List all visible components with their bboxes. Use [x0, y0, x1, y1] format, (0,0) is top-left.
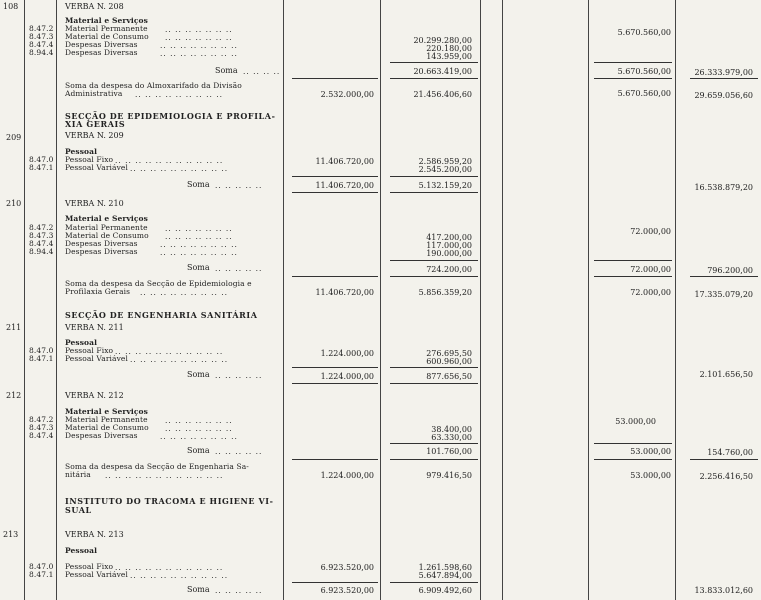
sum-rule — [390, 176, 478, 177]
expense-summary-label: Administrativa — [65, 89, 123, 98]
account-code: 8.47.4 — [29, 431, 54, 440]
line-label: Pessoal Variável — [65, 354, 128, 363]
verba-heading: VERBA N. 213 — [65, 530, 124, 539]
line-label: Pessoal Fixo — [65, 562, 114, 571]
expense-amount: 53.000,00 — [630, 471, 671, 480]
account-code: 8.47.4 — [29, 239, 54, 248]
leader-dots: .. .. .. .. .. .. .. .. .. .. — [130, 164, 229, 173]
sum-rule — [690, 78, 758, 79]
account-code: 8.47.2 — [29, 223, 54, 232]
leader-dots: .. .. .. .. .. .. .. .. .. — [135, 90, 223, 99]
group-heading: Material e Serviços — [65, 407, 148, 416]
leader-dots: .. .. .. .. .. .. .. — [165, 424, 233, 433]
section-title: SECÇÃO DE EPIDEMIOLOGIA E PROFILA- — [65, 111, 276, 121]
line-label: Material de Consumo — [65, 231, 149, 240]
amount: 6.923.520,00 — [320, 563, 374, 572]
amount: 117.000,00 — [426, 241, 472, 250]
sum-rule — [292, 383, 378, 384]
leader-dots: .. .. .. .. .. .. .. .. .. .. — [130, 355, 229, 364]
line-label: Despesas Diversas — [65, 48, 138, 57]
sum-amount: 6.923.520,00 — [320, 586, 374, 595]
account-code: 8.47.2 — [29, 24, 54, 33]
line-label: Material Permanente — [65, 415, 148, 424]
sum-rule — [292, 192, 378, 193]
sum-rule — [390, 260, 478, 261]
item-number: 211 — [6, 323, 22, 332]
amount: 220.180,00 — [426, 44, 472, 53]
sum-total: 16.538.879,20 — [694, 183, 753, 192]
line-label: Material Permanente — [65, 223, 148, 232]
account-code: 8.47.2 — [29, 415, 54, 424]
amount: 72.000,00 — [630, 227, 671, 236]
expense-amount: 11.406.720,00 — [315, 288, 374, 297]
sum-rule — [690, 276, 758, 277]
sum-rule — [292, 459, 378, 460]
sum-rule — [390, 383, 478, 384]
sum-rule — [292, 78, 378, 79]
sum-label: Soma — [215, 66, 238, 75]
sum-label: Soma — [187, 370, 210, 379]
leader-dots: .. .. .. .. .. .. .. .. — [160, 49, 238, 58]
sum-rule — [594, 276, 672, 277]
expense-amount: 5.856.359,20 — [418, 288, 472, 297]
column-rule — [480, 0, 481, 600]
expense-amount: 2.532.000,00 — [320, 90, 374, 99]
line-label: Despesas Diversas — [65, 247, 138, 256]
sum-rule — [390, 78, 478, 79]
account-code: 8.94.4 — [29, 247, 54, 256]
column-rule — [24, 0, 25, 600]
section-title: INSTITUTO DO TRACOMA E HIGIENE VI- — [65, 496, 274, 506]
sum-rule — [292, 176, 378, 177]
amount: 276.695,50 — [426, 349, 472, 358]
amount: 600.960,00 — [426, 357, 472, 366]
sum-rule — [594, 78, 672, 79]
amount: 143.959,00 — [426, 52, 472, 61]
sum-rule — [594, 62, 672, 63]
expense-amount: 72.000,00 — [630, 288, 671, 297]
sum-rule — [594, 459, 672, 460]
line-label: Material de Consumo — [65, 32, 149, 41]
sum-rule — [390, 62, 478, 63]
account-code: 8.47.1 — [29, 570, 54, 579]
account-code: 8.47.1 — [29, 163, 54, 172]
expense-amount: 21.456.406,60 — [413, 90, 472, 99]
sum-total: 13.833.012,60 — [694, 586, 753, 595]
leader-dots: .. .. .. .. .. .. .. — [165, 416, 233, 425]
line-label: Despesas Diversas — [65, 40, 138, 49]
account-code: 8.47.3 — [29, 231, 54, 240]
item-number: 213 — [3, 530, 19, 539]
verba-heading: VERBA N. 211 — [65, 323, 124, 332]
expense-amount: 1.224.000,00 — [320, 471, 374, 480]
expense-amount: 979.416,50 — [426, 471, 472, 480]
group-heading: Material e Serviços — [65, 16, 148, 25]
expense-summary-label: Soma da despesa do Almoxarifado da Divisão — [65, 81, 242, 90]
amount: 2.545.200,00 — [418, 165, 472, 174]
verba-heading: VERBA N. 212 — [65, 391, 124, 400]
sum-total: 26.333.979,00 — [694, 68, 753, 77]
leader-dots: .. .. .. .. .. .. .. .. — [160, 41, 238, 50]
expense-total: 17.335.079,20 — [694, 290, 753, 299]
leader-dots: .. .. .. .. .. — [215, 181, 263, 190]
column-rule — [675, 0, 676, 600]
sum-rule — [390, 459, 478, 460]
sum-amount: 724.200,00 — [426, 265, 472, 274]
column-rule — [56, 0, 57, 600]
leader-dots: .. .. .. .. .. .. .. — [165, 232, 233, 241]
group-heading: Pessoal — [65, 147, 98, 156]
account-code: 8.47.0 — [29, 346, 54, 355]
amount: 38.400,00 — [431, 425, 472, 434]
expense-total: 2.256.416,50 — [699, 472, 753, 481]
expense-amount: 5.670.560,00 — [617, 89, 671, 98]
sum-rule — [390, 276, 478, 277]
account-code: 8.47.3 — [29, 32, 54, 41]
sum-rule — [594, 443, 672, 444]
group-heading: Material e Serviços — [65, 214, 148, 223]
leader-dots: .. .. .. .. .. .. .. — [165, 25, 233, 34]
sum-rule — [390, 443, 478, 444]
item-number: 108 — [3, 2, 19, 11]
account-code: 8.47.3 — [29, 423, 54, 432]
section-title: SECÇÃO DE ENGENHARIA SANITÁRIA — [65, 310, 258, 320]
section-title: SUAL — [65, 505, 92, 515]
line-label: Pessoal Fixo — [65, 346, 114, 355]
sum-amount: 72.000,00 — [630, 265, 671, 274]
section-title: XIA GERAIS — [65, 119, 126, 129]
sum-label: Soma — [187, 180, 210, 189]
sum-total: 2.101.656,50 — [699, 370, 753, 379]
amount: 63.330,00 — [431, 433, 472, 442]
line-label: Pessoal Fixo — [65, 155, 114, 164]
leader-dots: .. .. .. .. .. .. .. .. .. .. .. — [115, 563, 224, 572]
sum-label: Soma — [187, 585, 210, 594]
leader-dots: .. .. .. .. .. .. .. .. .. .. — [130, 571, 229, 580]
leader-dots: .. .. .. .. .. .. .. — [165, 33, 233, 42]
sum-rule — [390, 192, 478, 193]
sum-rule — [690, 459, 758, 460]
expense-summary-label: Soma da despesa da Secção de Epidemiologia e — [65, 279, 252, 288]
expense-summary-label: nitária — [65, 470, 91, 479]
line-label: Pessoal Variável — [65, 163, 128, 172]
amount: 5.647.894,00 — [418, 571, 472, 580]
account-code: 8.47.0 — [29, 155, 54, 164]
sum-amount: 53.000,00 — [630, 447, 671, 456]
sum-label: Soma — [187, 263, 210, 272]
leader-dots: .. .. .. .. .. .. .. .. — [160, 240, 238, 249]
account-code: 8.47.1 — [29, 354, 54, 363]
sum-rule — [292, 582, 378, 583]
amount: 417.200,00 — [426, 233, 472, 242]
sum-rule — [292, 276, 378, 277]
leader-dots: .. .. .. .. — [243, 67, 281, 76]
leader-dots: .. .. .. .. .. .. .. .. — [160, 432, 238, 441]
account-code: 8.94.4 — [29, 48, 54, 57]
sum-rule — [594, 260, 672, 261]
line-label: Despesas Diversas — [65, 431, 138, 440]
sum-amount: 5.670.560,00 — [617, 67, 671, 76]
line-label: Despesas Diversas — [65, 239, 138, 248]
group-heading: Pessoal — [65, 338, 98, 347]
sum-amount: 1.224.000,00 — [320, 372, 374, 381]
item-number: 210 — [6, 199, 22, 208]
sum-total: 796.200,00 — [707, 266, 753, 275]
amount: 1.261.598,60 — [418, 563, 472, 572]
sum-amount: 101.760,00 — [426, 447, 472, 456]
sum-amount: 11.406.720,00 — [315, 181, 374, 190]
sum-label: Soma — [187, 446, 210, 455]
verba-heading: VERBA N. 210 — [65, 199, 124, 208]
item-number: 212 — [6, 391, 22, 400]
group-heading: Pessoal — [65, 546, 98, 555]
line-label: Material Permanente — [65, 24, 148, 33]
leader-dots: .. .. .. .. .. .. .. .. .. .. .. — [115, 156, 224, 165]
expense-summary-label: Profilaxia Gerais — [65, 287, 131, 296]
leader-dots: .. .. .. .. .. — [215, 447, 263, 456]
amount: 2.586.959,20 — [418, 157, 472, 166]
sum-total: 154.760,00 — [707, 448, 753, 457]
sum-rule — [390, 367, 478, 368]
sum-amount: 6.909.492,60 — [418, 586, 472, 595]
line-label: Pessoal Variável — [65, 570, 128, 579]
amount: 53.000,00 — [615, 417, 656, 426]
column-rule — [283, 0, 284, 600]
leader-dots: .. .. .. .. .. — [215, 371, 263, 380]
account-code: 8.47.4 — [29, 40, 54, 49]
verba-heading: VERBA N. 208 — [65, 2, 124, 11]
leader-dots: .. .. .. .. .. .. .. .. .. .. .. .. — [105, 471, 224, 480]
leader-dots: .. .. .. .. .. .. .. .. .. — [140, 288, 228, 297]
amount: 190.000,00 — [426, 249, 472, 258]
column-rule — [502, 0, 503, 600]
amount: 20.299.280,00 — [413, 36, 472, 45]
sum-amount: 20.663.419,00 — [413, 67, 472, 76]
verba-heading: VERBA N. 209 — [65, 131, 124, 140]
leader-dots: .. .. .. .. .. — [215, 586, 263, 595]
leader-dots: .. .. .. .. .. .. .. .. — [160, 248, 238, 257]
sum-rule — [292, 367, 378, 368]
amount: 11.406.720,00 — [315, 157, 374, 166]
leader-dots: .. .. .. .. .. .. .. .. .. .. .. — [115, 347, 224, 356]
leader-dots: .. .. .. .. .. — [215, 264, 263, 273]
expense-total: 29.659.056,60 — [694, 91, 753, 100]
account-code: 8.47.0 — [29, 562, 54, 571]
sum-amount: 5.132.159,20 — [418, 181, 472, 190]
amount: 5.670.560,00 — [617, 28, 671, 37]
leader-dots: .. .. .. .. .. .. .. — [165, 224, 233, 233]
line-label: Material de Consumo — [65, 423, 149, 432]
item-number: 209 — [6, 133, 22, 142]
sum-amount: 877.656,50 — [426, 372, 472, 381]
sum-rule — [390, 582, 478, 583]
amount: 1.224.000,00 — [320, 349, 374, 358]
column-rule — [380, 0, 381, 600]
expense-summary-label: Soma da despesa da Secção de Engenharia Sa- — [65, 462, 249, 471]
